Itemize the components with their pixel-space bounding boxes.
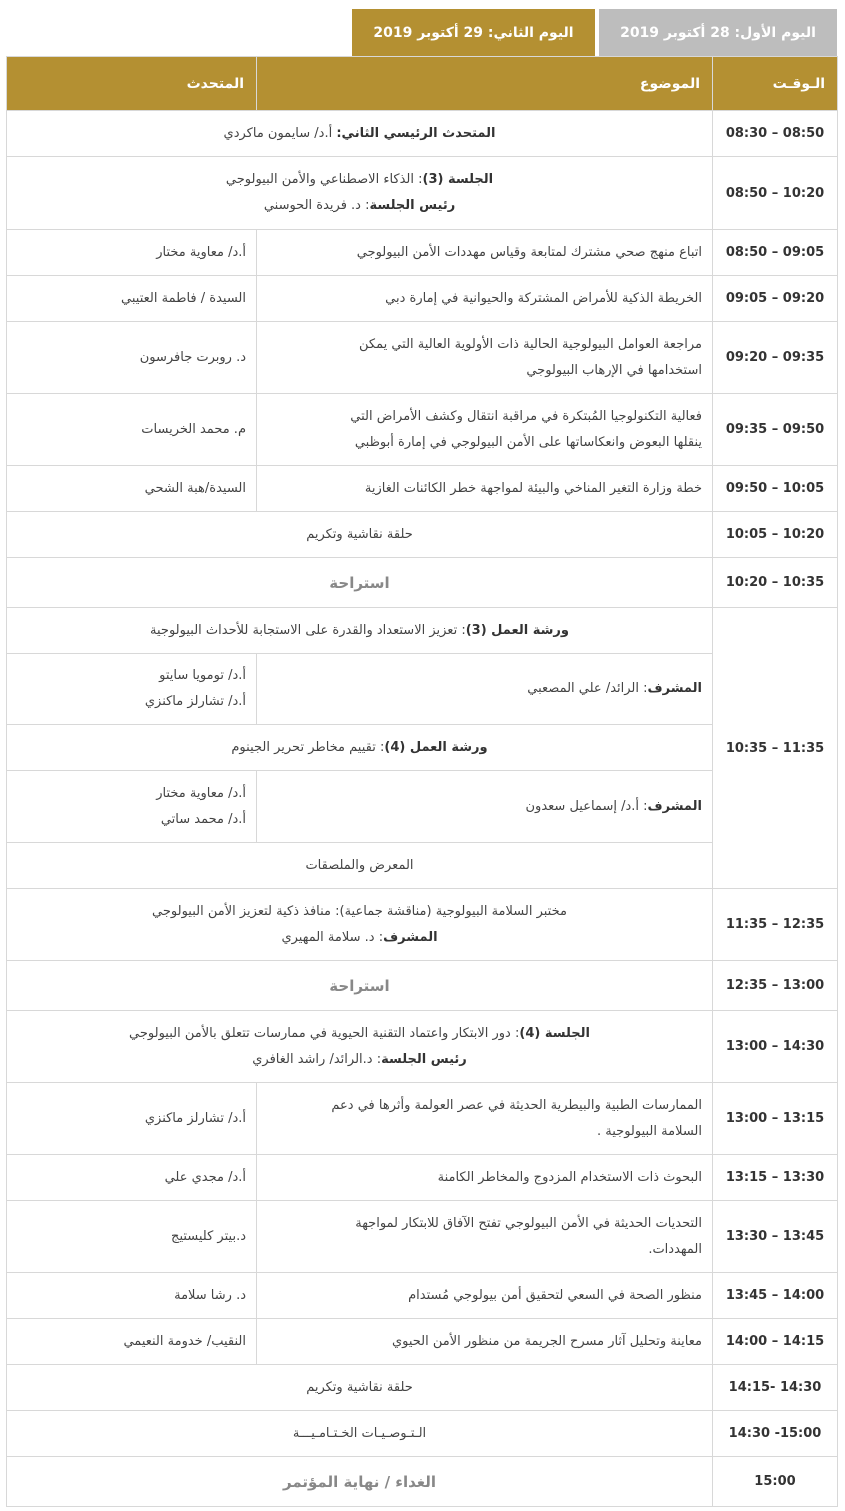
row-time: 13:00 – 13:15 [713, 1083, 838, 1155]
row-topic: البحوث ذات الاستخدام المزدوج والمخاطر الكامنة [257, 1155, 713, 1201]
table-row [7, 1319, 838, 1365]
topic-line: الممارسات الطبية والبيطرية الحديثة في عصر العولمة وأثرها في دعم [331, 1097, 702, 1113]
row-topic: معاينة وتحليل آثار مسرح الجريمة من منظور الأمن الحيوي [257, 1319, 713, 1365]
topic-line: السلامة البيولوجية . [597, 1123, 702, 1139]
row-time: 09:20 – 09:35 [713, 322, 838, 394]
lab-title: مختبر السلامة البيولوجية (مناقشة جماعية): منافذ ذكية لتعزيز الأمن البيولوجي [152, 903, 567, 919]
row-time: 10:05 – 10:20 [713, 512, 838, 558]
session-title: : الذكاء الاصطناعي والأمن البيولوجي [225, 172, 423, 187]
table-row [7, 1457, 838, 1507]
row-speaker: أ.د/ تشارلز ماكنزي [7, 1083, 257, 1155]
table-row [7, 276, 838, 322]
supervisor-name: : الرائد/ علي المصعبي [527, 681, 648, 696]
row-topic [257, 394, 713, 466]
supervisor-label: المشرف [647, 798, 702, 814]
table-row [7, 558, 838, 608]
row-time: 09:35 – 09:50 [713, 394, 838, 466]
row-time: 14:15- 14:30 [713, 1365, 838, 1411]
row-time: 08:50 – 10:20 [713, 157, 838, 230]
table-row [7, 1411, 838, 1457]
table-row [7, 394, 838, 466]
topic-line: المهددات. [648, 1241, 702, 1257]
topic-line: ينقلها البعوض وانعكاساتها على الأمن البيولوجي في إمارة أبوظبي [354, 434, 702, 450]
session-title: : دور الابتكار واعتماد التقنية الحيوية في ممارسات تتعلق بالأمن البيولوجي [129, 1025, 520, 1041]
speaker-line: أ.د/ معاوية مختار [156, 785, 246, 801]
row-speaker: د.بيتر كليستيج [7, 1201, 257, 1273]
row-time: 09:50 – 10:05 [713, 466, 838, 512]
chair-name: : د.الرائد/ راشد الغافري [252, 1051, 382, 1067]
table-row [7, 1083, 838, 1155]
row-topic [257, 322, 713, 394]
row-topic: الخريطة الذكية للأمراض المشتركة والحيوانية في إمارة دبي [257, 276, 713, 322]
topic-line: استخدامها في الإرهاب البيولوجي [526, 362, 702, 378]
row-time: 09:05 – 09:20 [713, 276, 838, 322]
row-time: 15:00 [713, 1457, 838, 1507]
table-row [7, 230, 838, 276]
supervisor-label: المشرف [383, 929, 438, 945]
row-speaker: د. روبرت جافرسون [7, 322, 257, 394]
workshop-4-title [7, 725, 713, 771]
workshop-4-speakers [7, 771, 257, 843]
row-time: 11:35 – 12:35 [713, 889, 838, 961]
table-row [7, 1155, 838, 1201]
table-row [7, 157, 838, 230]
row-speaker: السيدة/هبة الشحي [7, 466, 257, 512]
table-row [7, 512, 838, 558]
break-cell: استراحة [7, 558, 713, 608]
row-time: 14:00 – 14:15 [713, 1319, 838, 1365]
speaker-line: أ.د/ تشارلز ماكنزي [144, 694, 246, 709]
table-row [7, 961, 838, 1011]
header-topic: الموضوع [257, 57, 713, 111]
row-speaker: د. رشا سلامة [7, 1273, 257, 1319]
workshop-3-supervisor [257, 654, 713, 725]
workshop-3-title [7, 608, 713, 654]
session-label: الجلسة (4) [519, 1025, 590, 1041]
row-time: 13:15 – 13:30 [713, 1155, 838, 1201]
header-speaker: المتحدث [7, 57, 257, 111]
chair-label: رئيس الجلسة [381, 1051, 467, 1067]
session-cell [7, 157, 713, 230]
row-time: 13:30 – 13:45 [713, 1201, 838, 1273]
day-tabs [0, 9, 845, 57]
tab-day-1[interactable]: اليوم الأول: 28 أكتوبر 2019 [599, 9, 837, 57]
table-row [7, 322, 838, 394]
row-speaker: م. محمد الخريسات [7, 394, 257, 466]
topic-line: مراجعة العوامل البيولوجية الحالية ذات الأولوية العالية التي يمكن [359, 336, 702, 352]
row-topic [257, 1201, 713, 1273]
supervisor-label: المشرف [647, 681, 702, 696]
row-speaker: أ.د/ معاوية مختار [7, 230, 257, 276]
keynote-label: المتحدث الرئيسي الثاني: [336, 125, 496, 141]
workshop-4-text: : تقييم مخاطر تحرير الجينوم [231, 739, 385, 755]
schedule-table [6, 56, 838, 1507]
panel-cell: حلقة نقاشية وتكريم [7, 512, 713, 558]
workshop-3-text: : تعزيز الاستعداد والقدرة على الاستجابة للأحداث البيولوجية [150, 622, 466, 638]
exhibition-cell: المعرض والملصقات [7, 843, 713, 889]
workshop-4-supervisor [257, 771, 713, 843]
row-time: 08:30 – 08:50 [713, 111, 838, 157]
panel-cell: حلقة نقاشية وتكريم [7, 1365, 713, 1411]
row-time: 13:45 – 14:00 [713, 1273, 838, 1319]
keynote-cell [7, 111, 713, 157]
recommendations-cell: الـتـوصـيـات الخـتـامـيـــة [7, 1411, 713, 1457]
session-label: الجلسة (3) [422, 172, 494, 187]
topic-line: التحديات الحديثة في الأمن البيولوجي تفتح الآفاق للابتكار لمواجهة [355, 1215, 702, 1231]
table-header-row [7, 57, 838, 111]
row-time: 10:35 – 11:35 [713, 608, 838, 889]
supervisor-name: : أ.د/ إسماعيل سعدون [525, 798, 648, 814]
row-speaker: النقيب/ خدومة النعيمي [7, 1319, 257, 1365]
row-time: 14:30 -15:00 [713, 1411, 838, 1457]
workshop-3-label: ورشة العمل (3) [465, 622, 569, 638]
row-topic: خطة وزارة التغير المناخي والبيئة لمواجهة خطر الكائنات الغازية [257, 466, 713, 512]
table-row [7, 1201, 838, 1273]
workshop-3-speakers [7, 654, 257, 725]
table-row [7, 608, 838, 654]
biosafety-lab-cell [7, 889, 713, 961]
session-cell [7, 1011, 713, 1083]
break-cell: استراحة [7, 961, 713, 1011]
speaker-line: أ.د/ تومويا سايتو [159, 668, 246, 683]
row-time: 12:35 – 13:00 [713, 961, 838, 1011]
lunch-end-cell: الغداء / نهاية المؤتمر [7, 1457, 713, 1507]
row-speaker: أ.د/ مجدي علي [7, 1155, 257, 1201]
workshop-4-label: ورشة العمل (4) [384, 739, 488, 755]
header-time: الـوقـت [713, 57, 838, 111]
row-topic: اتباع منهج صحي مشترك لمتابعة وقياس مهددات الأمن البيولوجي [257, 230, 713, 276]
chair-name: : د. فريدة الحوسني [263, 198, 370, 213]
tab-day-2[interactable]: اليوم الثاني: 29 أكتوبر 2019 [352, 9, 595, 57]
speaker-line: أ.د/ محمد ساتي [160, 811, 246, 827]
row-topic [257, 1083, 713, 1155]
topic-line: فعالية التكنولوجيا المُبتكرة في مراقبة انتقال وكشف الأمراض التي [350, 408, 702, 424]
row-topic: منظور الصحة في السعي لتحقيق أمن بيولوجي مُستدام [257, 1273, 713, 1319]
table-row [7, 889, 838, 961]
chair-label: رئيس الجلسة [369, 198, 456, 213]
table-row [7, 111, 838, 157]
row-speaker: السيدة / فاطمة العتيبي [7, 276, 257, 322]
table-row [7, 1011, 838, 1083]
keynote-speaker: أ.د/ سايمون ماكردي [223, 125, 337, 141]
row-time: 08:50 – 09:05 [713, 230, 838, 276]
row-time: 10:20 – 10:35 [713, 558, 838, 608]
supervisor-name: : د. سلامة المهيري [281, 929, 384, 945]
row-time: 13:00 – 14:30 [713, 1011, 838, 1083]
table-row [7, 1365, 838, 1411]
table-row [7, 466, 838, 512]
table-row [7, 1273, 838, 1319]
